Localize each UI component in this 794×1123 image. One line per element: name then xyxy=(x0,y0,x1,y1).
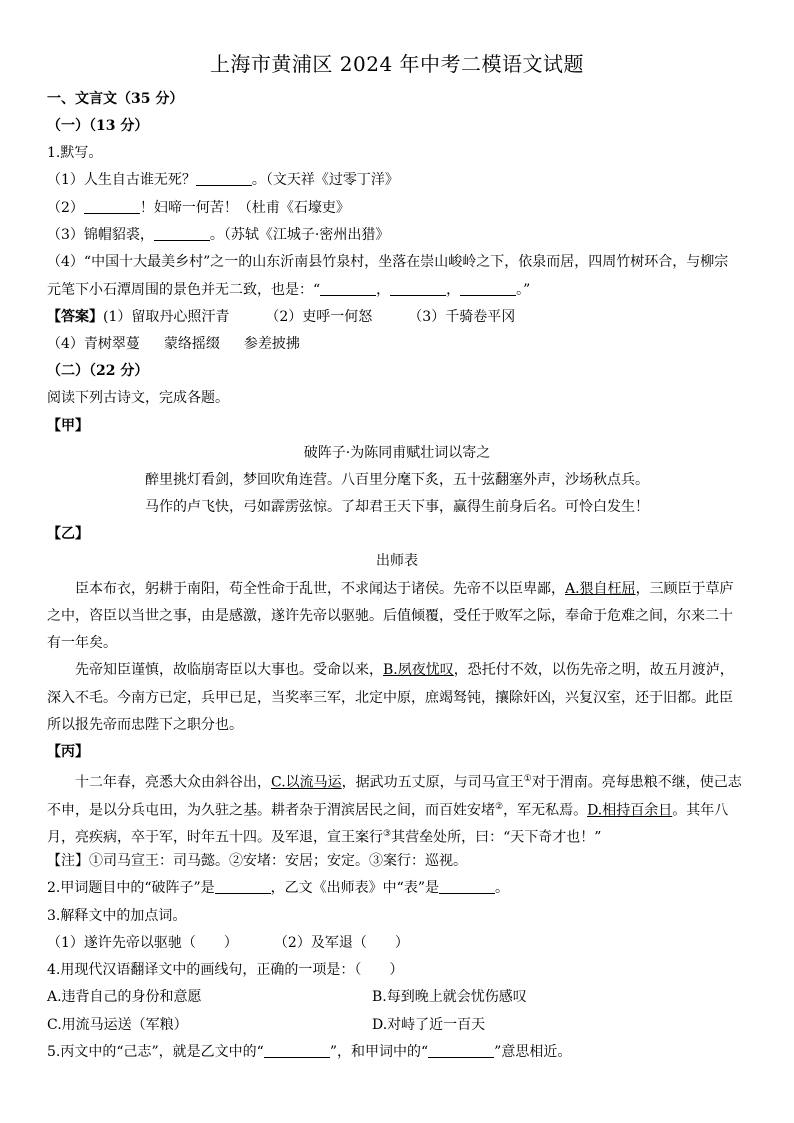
text-label-jia: 【甲】 xyxy=(47,418,89,434)
passage-text: 对于渭南。亮每患粮不继，使己志 xyxy=(531,774,742,791)
passage-text: 。其年八 xyxy=(672,802,729,819)
text-label-bing: 【丙】 xyxy=(47,744,89,760)
underlined-sentence: A.猥自枉屈 xyxy=(565,581,636,597)
question-2 xyxy=(47,878,509,898)
question-text: 5.丙文中的“己志”，就是乙文中的“ xyxy=(47,1044,264,1060)
answer: （3）千骑卷平冈 xyxy=(408,309,516,325)
question-text: 。 xyxy=(495,880,509,896)
answer: （4）青树翠蔓 xyxy=(47,336,140,352)
question-3: 3.解释文中的加点词。 xyxy=(47,908,187,924)
question-text: ，乙文《出师表》中“表”是 xyxy=(270,880,439,896)
answer-line-1 xyxy=(47,307,515,327)
passage-line: 所以报先帝而忠陛下之职分也。 xyxy=(47,717,243,733)
poem-line: 醉里挑灯看剑，梦回吹角连营。八百里分麾下炙，五十弦翻塞外声，沙场秋点兵。 xyxy=(145,472,649,488)
option-d[interactable]: D.对峙了近一百天 xyxy=(372,1017,486,1033)
subsection-heading: （一）（13 分） xyxy=(47,118,149,134)
answer: (1）留取丹心照汗青 xyxy=(103,309,230,325)
answer-blank[interactable] xyxy=(196,171,252,186)
question-1: 1.默写。 xyxy=(47,145,103,161)
question-1-4: （4）“中国十大最美乡村”之一的山东沂南县竹泉村，坐落在崇山峻岭之下，依泉而居，四周竹树环合，与柳宗 xyxy=(47,254,729,270)
passage-text: 不申，是以分兵屯田，为久驻之基。耕者杂于渭滨居民之间，而百姓安堵 xyxy=(47,802,495,819)
option-c[interactable]: C.用流马运送（军粮） xyxy=(47,1017,188,1033)
question-5 xyxy=(47,1042,571,1062)
answer-label: 【答案】 xyxy=(47,309,103,325)
footnote: 【注】①司马宣王：司马懿。②安堵：安居；安定。③案行：巡视。 xyxy=(47,853,467,869)
passage-line xyxy=(75,579,734,599)
passage-line xyxy=(47,824,601,848)
passage-text: ，据武功五丈原，与司马宣王 xyxy=(341,774,524,791)
footnote-marker: ③ xyxy=(383,829,392,839)
poem-title: 破阵子·为陈同甫赋壮词以寄之 xyxy=(303,445,491,461)
question-1-3 xyxy=(47,225,389,245)
answer-blank[interactable] xyxy=(84,199,140,214)
underlined-sentence: B.夙夜忧叹 xyxy=(383,662,454,678)
underlined-sentence: C.以流马运 xyxy=(271,774,342,791)
answer-blank[interactable] xyxy=(264,1043,330,1058)
poem-line: 马作的卢飞快，弓如霹雳弦惊。了却君王天下事，赢得生前身后名。可怜白发生！ xyxy=(145,499,649,515)
passage-line: 深入不毛。今南方已定，兵甲已足，当奖率三军，北定中原，庶竭驽钝，攘除奸凶，兴复汉室，还于旧都。此臣 xyxy=(47,690,733,706)
answer-blank[interactable] xyxy=(215,879,271,894)
page-title: 上海市黄浦区 2024 年中考二模语文试题 xyxy=(209,52,585,76)
answer-blank[interactable] xyxy=(439,879,495,894)
answer-blank[interactable] xyxy=(460,281,516,296)
question-text: 。” xyxy=(516,282,531,298)
question-text: 元笔下小石潭周围的景色并无二致，也是：“ xyxy=(47,282,321,298)
answer: 参差披拂 xyxy=(243,336,300,352)
underlined-sentence: D.相持百余日 xyxy=(587,802,673,819)
question-text: （3）锦帽貂裘， xyxy=(47,227,154,243)
question-text: ”意思相近。 xyxy=(494,1044,572,1060)
passage-line: 之中，咨臣以当世之事，由是感激，遂许先帝以驱驰。后值倾覆，受任于败军之际，奉命于危难之间，尔来二十 xyxy=(47,608,733,624)
section-heading: 一、文言文（35 分） xyxy=(47,91,184,107)
comma: ， xyxy=(446,282,461,298)
answer-blank[interactable] xyxy=(320,281,376,296)
passage-text: 其营垒处所，曰：“天下奇才也！” xyxy=(391,829,602,846)
option-a[interactable]: A.违背自己的身份和意愿 xyxy=(47,989,202,1005)
question-text: 。（文天祥《过零丁洋》 xyxy=(251,172,399,188)
passage-line xyxy=(75,660,734,680)
question-text: 2.甲词题目中的“破阵子”是 xyxy=(47,880,215,896)
question-1-4-cont xyxy=(47,280,530,300)
footnote-marker: ② xyxy=(495,802,504,812)
answer-blank[interactable] xyxy=(390,281,446,296)
answer-blank[interactable] xyxy=(154,226,210,241)
text-label-yi: 【乙】 xyxy=(47,526,89,542)
passage-text: 月，亮疾病，卒于军，时年五十四。及军退，宣王案行 xyxy=(47,829,383,846)
answer: 蒙络摇缀 xyxy=(163,336,220,352)
question-4: 4.用现代汉语翻译文中的画线句，正确的一项是：（ ） xyxy=(47,962,404,978)
question-3-1: （1）遂许先帝以驱驰（ ） xyxy=(47,935,238,951)
passage-text: ，三顾臣于草庐 xyxy=(635,581,734,597)
passage-title: 出师表 xyxy=(376,553,418,569)
question-3-items xyxy=(47,933,409,953)
question-text: （2） xyxy=(47,200,84,216)
option-b[interactable]: B.每到晚上就会忧伤感叹 xyxy=(372,989,527,1005)
passage-text: 臣本布衣，躬耕于南阳，苟全性命于乱世，不求闻达于诸侯。先帝不以臣卑鄙， xyxy=(75,581,565,597)
question-text: ”，和甲词中的“ xyxy=(329,1044,429,1060)
question-1-1 xyxy=(47,170,399,190)
passage-line: 有一年矣。 xyxy=(47,635,117,651)
subsection-heading: （二）（22 分） xyxy=(47,363,149,379)
question-text: （1）人生自古谁无死？ xyxy=(47,172,196,188)
passage-text: 十二年春，亮悉大众由斜谷出， xyxy=(75,774,271,791)
passage-line xyxy=(75,769,742,793)
passage-text: ，恐托付不效，以伤先帝之明，故五月渡泸， xyxy=(453,662,734,678)
footnote-marker: ① xyxy=(523,774,532,784)
question-text: ！妇啼一何苦！（杜甫《石壕吏》 xyxy=(139,200,350,216)
passage-text: ，军无私焉。 xyxy=(503,802,588,819)
answer-line-2 xyxy=(47,334,300,354)
question-3-2: （2）及军退（ ） xyxy=(273,935,409,951)
instruction: 阅读下列古诗文，完成各题。 xyxy=(47,390,229,406)
question-1-2 xyxy=(47,198,350,218)
question-text: 。（苏轼《江城子·密州出猎》 xyxy=(209,227,390,243)
passage-line xyxy=(47,797,728,821)
comma: ， xyxy=(376,282,391,298)
answer-blank[interactable] xyxy=(428,1043,494,1058)
answer: （2）吏呼一何怒 xyxy=(265,309,373,325)
passage-text: 先帝知臣谨慎，故临崩寄臣以大事也。受命以来， xyxy=(75,662,383,678)
